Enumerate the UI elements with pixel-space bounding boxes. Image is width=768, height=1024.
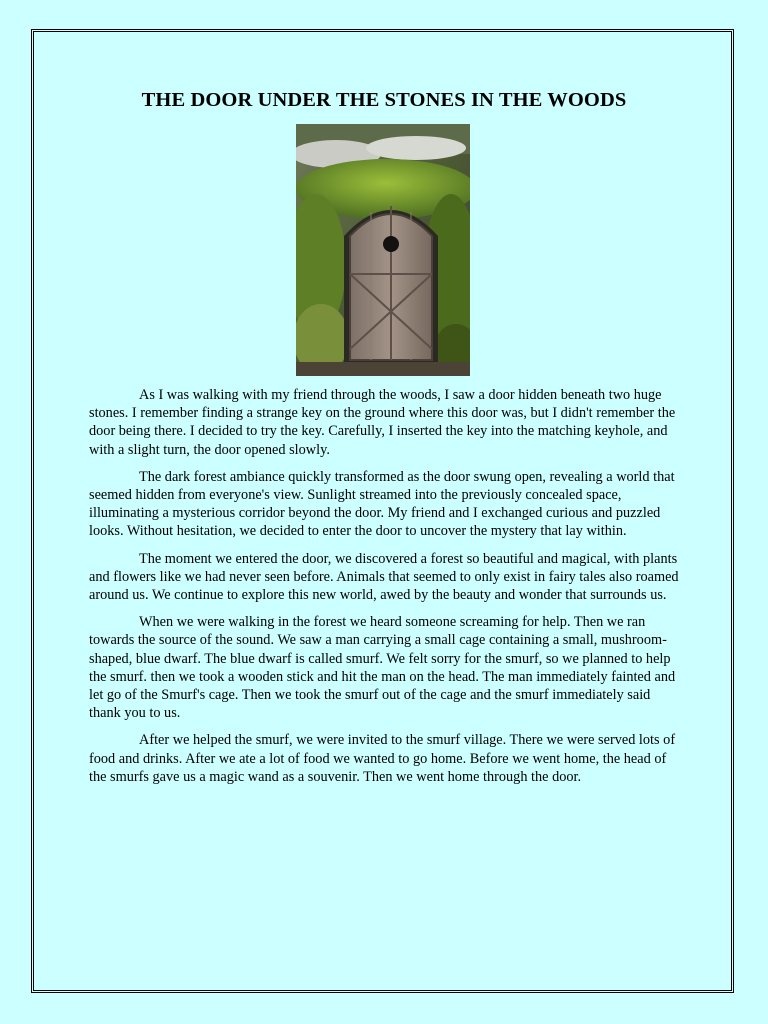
- story-paragraph: As I was walking with my friend through the woods, I saw a door hidden beneath two huge stones. I remember finding a strange key on the ground where this door was, but I didn't remember the door being there. I decided to try the key. Carefully, I inserted the key into the matching keyhole, and with a slight turn, the door opened slowly.: [89, 387, 676, 458]
- story-paragraph: After we helped the smurf, we were invited to the smurf village. There we were served lots of food and drinks. After we ate a lot of food we wanted to go home. Before we went home, the head of the smurfs gave us a magic wand as a souvenir. Then we went home through the door.: [89, 732, 676, 785]
- door-illustration: [296, 124, 470, 376]
- story-paragraph: The moment we entered the door, we discovered a forest so beautiful and magical, with plants and flowers like we had never seen before. Animals that seemed to only exist in fairy tales also roamed around us. We continue to explore this new world, awed by the beauty and wonder that surrounds us.: [89, 550, 679, 604]
- document-title: THE DOOR UNDER THE STONES IN THE WOODS: [141, 89, 627, 111]
- story-paragraph: The dark forest ambiance quickly transformed as the door swung open, revealing a world that seemed hidden from everyone's view. Sunlight streamed into the previously concealed space, illuminating a mysterious corridor beyond the door. My friend and I exchanged curious and puzzled looks. Without hesitation, we decided to enter the door to uncover the mystery that lay within.: [89, 468, 675, 540]
- story-paragraph: When we were walking in the forest we heard someone screaming for help. Then we ran towards the source of the sound. We saw a man carrying a small cage containing a small, mushroom-shaped, blue dwarf. The blue dwarf is called smurf. We felt sorry for the smurf, so we planned to help the smurf. then we took a wooden stick and hit the man on the head. The man immediately fainted and let go of the Smurf's cage. Then we took the smurf out of the cage and the smurf immediately said thank you to us.: [89, 614, 676, 722]
- story-body: [89, 386, 681, 795]
